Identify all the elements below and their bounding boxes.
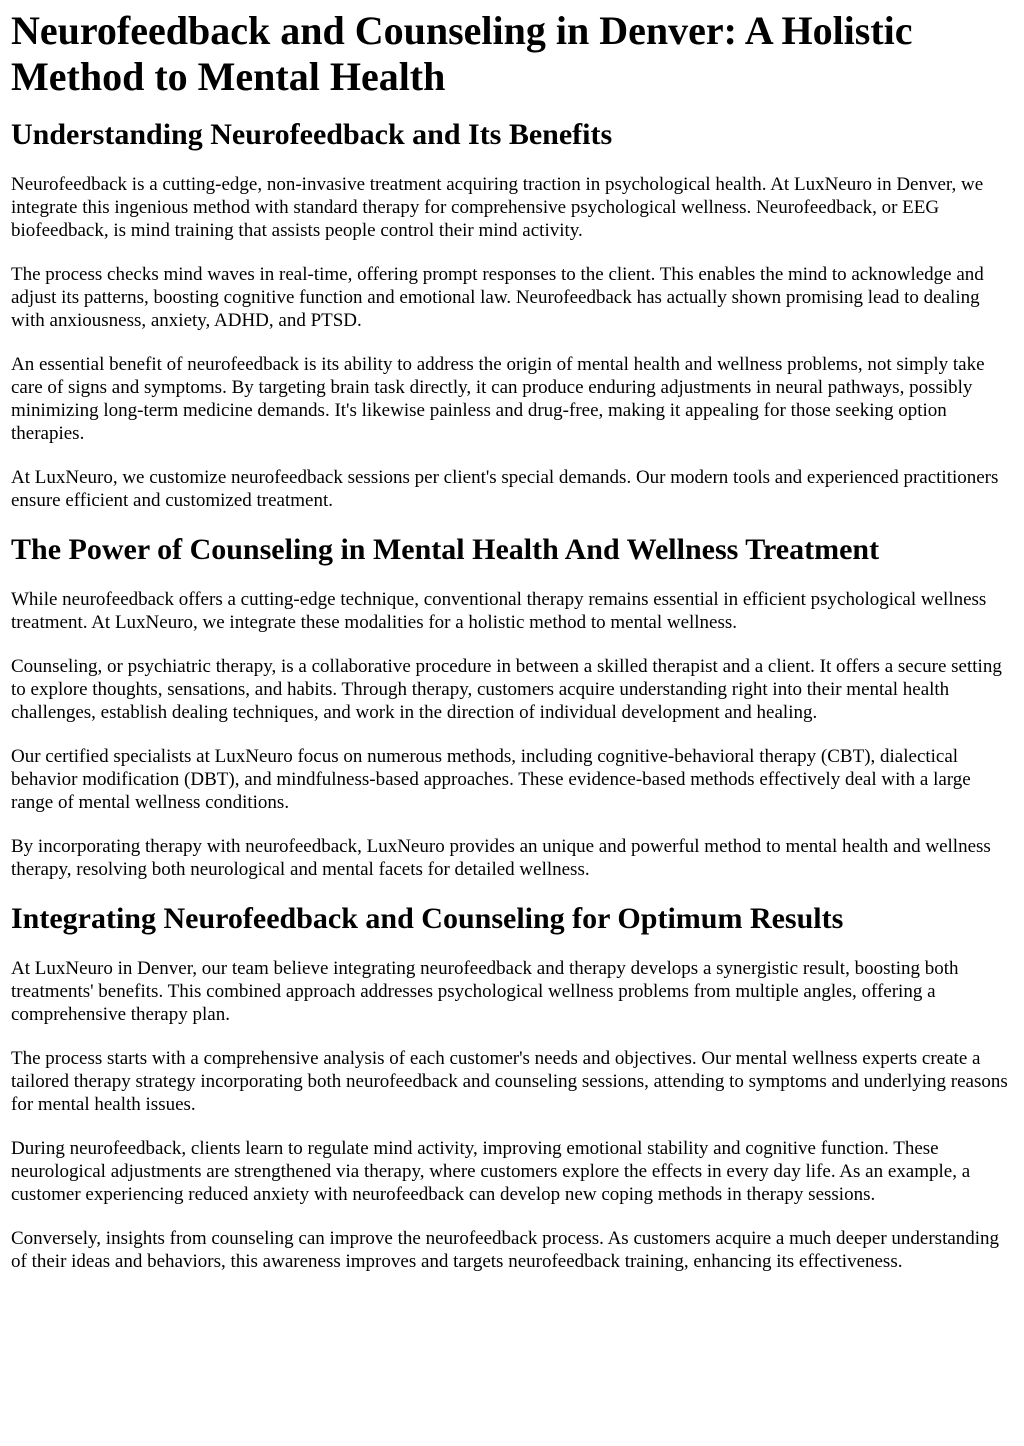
section-understanding-neurofeedback [11,118,1013,512]
paragraph: Neurofeedback is a cutting-edge, non-invasive treatment acquiring traction in psychological health. At LuxNeuro in Denver, we integrate this ingenious method with standard therapy for comprehensive psychological wellness. Neurofeedback, or EEG biofeedback, is mind training that assists people control their mind activity. [11,174,984,241]
paragraph: Conversely, insights from counseling can improve the neurofeedback process. As customers acquire a much deeper understanding of their ideas and behaviors, this awareness improves and targets neurofeedback training, enhancing its effectiveness. [11,1228,1000,1272]
paragraph: Counseling, or psychiatric therapy, is a collaborative procedure in between a skilled therapist and a client. It offers a secure setting to explore thoughts, sensations, and habits. Through therapy, customers acquire understanding right into their mental health challenges, establish dealing techniques, and work in the direction of individual development and healing. [11,656,1002,723]
section-heading: Integrating Neurofeedback and Counseling for Optimum Results [11,902,844,935]
paragraph: An essential benefit of neurofeedback is its ability to address the origin of mental health and wellness problems, not simply take care of signs and symptoms. By targeting brain task directly, it can produce enduring adjustments in neural pathways, possibly minimizing long-term medicine demands. It's likewise painless and drug-free, making it appealing for those seeking option therapies. [11,354,985,444]
paragraph: While neurofeedback offers a cutting-edge technique, conventional therapy remains essential in efficient psychological wellness treatment. At LuxNeuro, we integrate these modalities for a holistic method to mental wellness. [11,589,987,633]
section-heading: Understanding Neurofeedback and Its Benefits [11,118,613,151]
page-title: Neurofeedback and Counseling in Denver: A Holistic Method to Mental Health [11,8,913,99]
paragraph: At LuxNeuro, we customize neurofeedback sessions per client's special demands. Our modern tools and experienced practitioners ensure efficient and customized treatment. [11,467,999,511]
section-integrating [11,902,1013,1273]
section-heading: The Power of Counseling in Mental Health And Wellness Treatment [11,533,880,566]
paragraph: At LuxNeuro in Denver, our team believe integrating neurofeedback and therapy develops a synergistic result, boosting both treatments' benefits. This combined approach addresses psychological wellness problems from multiple angles, offering a comprehensive therapy plan. [11,958,959,1025]
paragraph: Our certified specialists at LuxNeuro focus on numerous methods, including cognitive-behavioral therapy (CBT), dialectical behavior modification (DBT), and mindfulness-based approaches. These evidence-based methods effectively deal with a large range of mental wellness conditions. [11,746,971,813]
paragraph: By incorporating therapy with neurofeedback, LuxNeuro provides an unique and powerful method to mental health and wellness therapy, resolving both neurological and mental facets for detailed wellness. [11,836,991,880]
paragraph: The process starts with a comprehensive analysis of each customer's needs and objectives. Our mental wellness experts create a tailored therapy strategy incorporating both neurofeedback and counseling sessions, attending to symptoms and underlying reasons for mental health issues. [11,1048,1008,1115]
paragraph: During neurofeedback, clients learn to regulate mind activity, improving emotional stability and cognitive function. These neurological adjustments are strengthened via therapy, where customers explore the effects in every day life. As an example, a customer experiencing reduced anxiety with neurofeedback can develop new coping methods in therapy sessions. [11,1138,971,1205]
paragraph: The process checks mind waves in real-time, offering prompt responses to the client. This enables the mind to acknowledge and adjust its patterns, boosting cognitive function and emotional law. Neurofeedback has actually shown promising lead to dealing with anxiousness, anxiety, ADHD, and PTSD. [11,264,984,331]
section-power-of-counseling [11,533,1013,881]
